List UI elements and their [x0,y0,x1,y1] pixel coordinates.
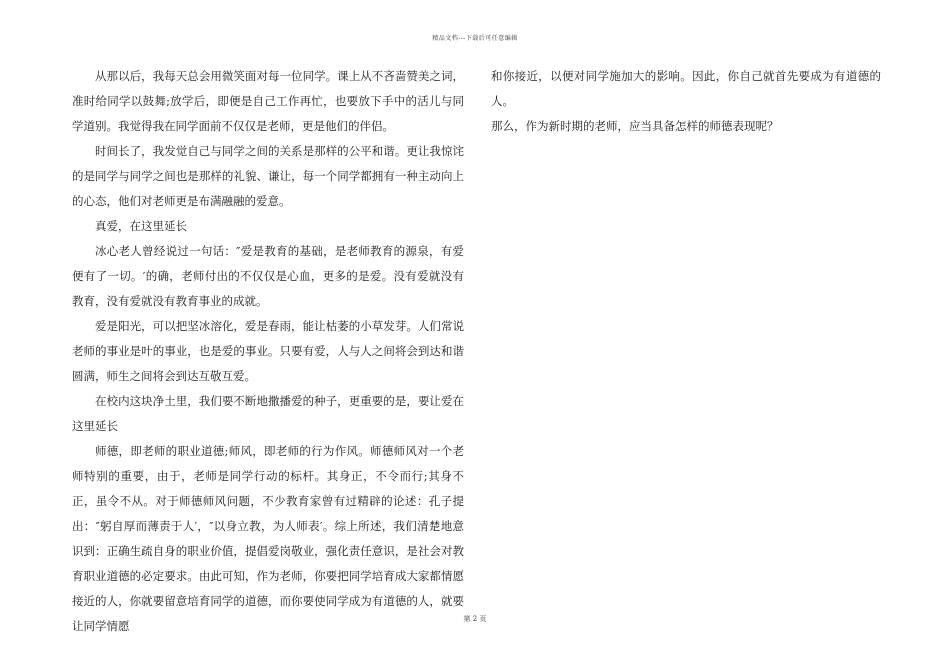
page-number: 第 2 页 [463,615,487,623]
paragraph: 时间长了，我发觉自己与同学之间的关系是那样的公平和谐。更让我惊诧的是同学与同学之间也是那样的礼貌、谦让，每一个同学都拥有一种主动向上的心态，他们对老师更是布满融融的爱意。 [72,144,464,208]
right-text-column [491,64,881,139]
paragraph: 爱是阳光，可以把坚冰溶化，爱是春雨，能让枯萎的小草发芽。人们常说老师的事业是叶的事业，也是爱的事业。只要有爱，人与人之间将会到达和谐圆满，师生之间将会到达互敬互爱。 [72,319,464,383]
paragraph: 和你接近，以便对同学施加大的影响。因此，你自己就首先要成为有道德的人。 [491,69,881,108]
section-heading: 真爱，在这里延长 [95,219,187,233]
paragraph: 那么，作为新时期的老师，应当具备怎样的师德表现呢？ [491,119,779,133]
paragraph: 师德，即老师的职业道德;师风，即老师的行为作风。师德师风对一个老师特别的重要，由于，老师是同学行动的标杆。其身正，不令而行;其身不正，虽令不从。对于师德师风问题，不少教育家曾有过精辟的论述：孔子提出：″躬自厚而薄责于人′，″以身立教，为人师表′。综上所述，我们清楚地意识到：正确生疏自身的职业价值，提倡爱岗敬业，强化责任意识，是社会对教育职业道德的必定要求。由此可知，作为老师，你要把同学培育成大家都情愿接近的人，你就要留意培育同学的道德，而你要使同学成为有道德的人，就要让同学情愿 [72,444,464,633]
paragraph: 在校内这块净土里，我们要不断地撒播爱的种子，更重要的是，要让爱在这里延长 [72,394,464,433]
page-header: 精品文档---下载后可任意编辑 [432,35,518,42]
left-text-column [72,64,464,639]
paragraph: 从那以后，我每天总会用微笑面对每一位同学。课上从不吝啬赞美之词，准时给同学以鼓舞;放学后，即便是自己工作再忙，也要放下手中的活儿与同学道别。我觉得我在同学面前不仅仅是老师，更是他们的伴侣。 [72,69,464,133]
paragraph: 冰心老人曾经说过一句话：″爱是教育的基础，是老师教育的源泉，有爱便有了一切。′的确，老师付出的不仅仅是心血，更多的是爱。没有爱就没有教育，没有爱就没有教育事业的成就。 [72,244,464,308]
